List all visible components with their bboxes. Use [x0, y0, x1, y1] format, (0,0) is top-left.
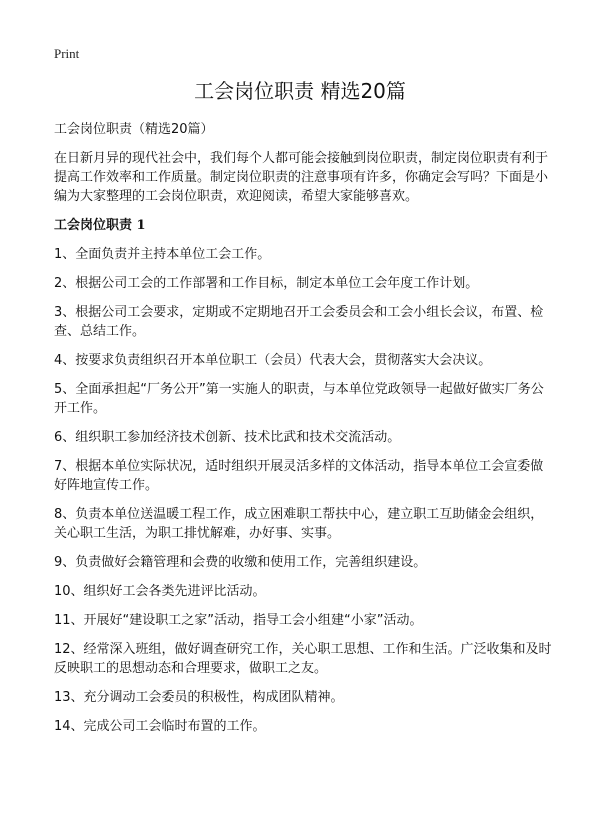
duty-item: 11、开展好“建设职工之家”活动，指导工会小组建“小家”活动。 [54, 613, 423, 628]
document-subtitle: 工会岗位职责（精选20篇） [54, 122, 214, 137]
duty-item: 13、充分调动工会委员的积极性，构成团队精神。 [54, 690, 344, 705]
duty-list [54, 245, 554, 736]
duty-item: 6、组织职工参加经济技术创新、技术比武和技术交流活动。 [54, 430, 401, 445]
duty-item: 14、完成公司工会临时布置的工作。 [54, 719, 266, 734]
duty-item: 3、根据公司工会要求，定期或不定期地召开工会委员会和工会小组长会议，布置、检查、总结工作。 [54, 305, 544, 339]
duty-item: 2、根据公司工会的工作部署和工作目标，制定本单位工会年度工作计划。 [54, 276, 479, 291]
duty-item: 4、按要求负责组织召开本单位职工（会员）代表大会，贯彻落实大会决议。 [54, 353, 492, 368]
duty-item: 12、经常深入班组，做好调查研究工作，关心职工思想、工作和生活。广泛收集和及时反映职工的思想动态和合理要求，做职工之友。 [54, 642, 552, 676]
document-title: 工会岗位职责 精选20篇 [194, 79, 406, 103]
duty-item: 7、根据本单位实际状况，适时组织开展灵活多样的文体活动，指导本单位工会宣委做好阵地宣传工作。 [54, 459, 544, 493]
duty-item: 1、全面负责并主持本单位工会工作。 [54, 247, 271, 262]
duty-item: 9、负责做好会籍管理和会费的收缴和使用工作，完善组织建设。 [54, 555, 427, 570]
intro-paragraph: 在日新月异的现代社会中，我们每个人都可能会接触到岗位职责，制定岗位职责有利于提高工作效率和工作质量。制定岗位职责的注意事项有许多，你确定会写吗？下面是小编为大家整理的工会岗位职责，欢迎阅读，希望大家能够喜欢。 [54, 151, 549, 204]
duty-item: 8、负责本单位送温暖工程工作，成立困难职工帮扶中心，建立职工互助储金会组织，关心职工生活，为职工排忧解难，办好事、实事。 [54, 507, 544, 541]
duty-item: 10、组织好工会各类先进评比活动。 [54, 584, 266, 599]
document-body [54, 120, 554, 746]
section-heading: 工会岗位职责 1 [54, 218, 146, 233]
duty-item: 5、全面承担起“厂务公开”第一实施人的职责，与本单位党政领导一起做好做实厂务公开工作。 [54, 382, 544, 416]
print-link[interactable]: Print [54, 46, 80, 61]
